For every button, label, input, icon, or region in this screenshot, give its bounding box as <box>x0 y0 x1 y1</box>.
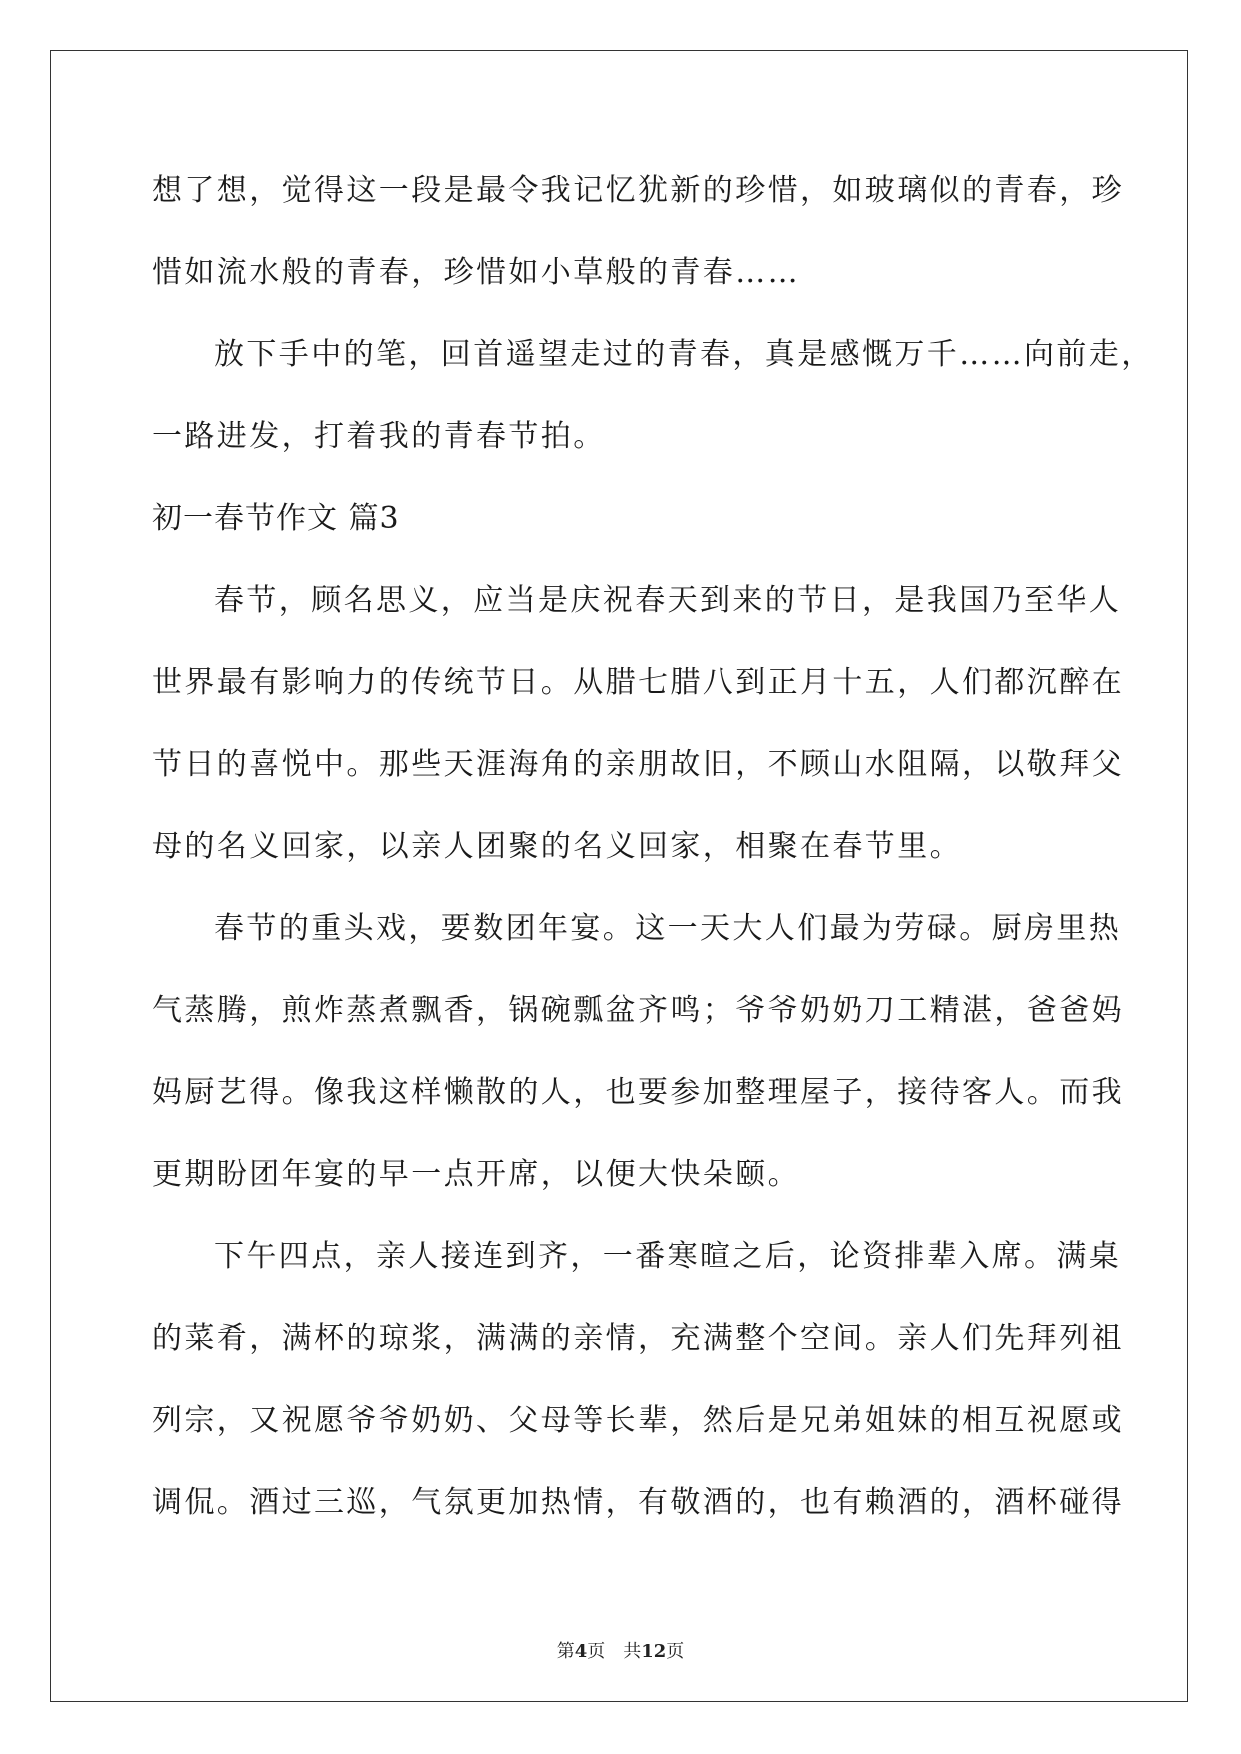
text-line: 惜如流水般的青春，珍惜如小草般的青春…… <box>152 255 800 290</box>
text-line: 调侃。酒过三巡，气氛更加热情，有敬酒的，也有赖酒的，酒杯碰得 <box>152 1485 1124 1520</box>
paragraph-closing <box>152 314 1154 478</box>
paragraph <box>152 560 1124 888</box>
total-pages-prefix: 共 <box>623 1641 642 1662</box>
paragraph <box>152 1216 1124 1544</box>
section-heading: 初一春节作文 篇3 <box>152 501 400 536</box>
text-line: 妈厨艺得。像我这样懒散的人，也要参加整理屋子，接待客人。而我 <box>152 1075 1124 1110</box>
page-number-suffix: 页 <box>587 1641 606 1662</box>
page-number: 4 <box>574 1641 588 1662</box>
document-body <box>152 150 1154 1544</box>
total-pages-suffix: 页 <box>666 1641 685 1662</box>
page-footer <box>0 1637 1241 1663</box>
page-number-prefix: 第 <box>556 1641 575 1662</box>
text-line: 春节的重头戏，要数团年宴。这一天大人们最为劳碌。厨房里热 <box>214 911 1122 946</box>
paragraph <box>152 888 1124 1216</box>
text-line: 想了想，觉得这一段是最令我记忆犹新的珍惜，如玻璃似的青春，珍 <box>152 173 1124 208</box>
text-line: 春节，顾名思义，应当是庆祝春天到来的节日，是我国乃至华人 <box>214 583 1122 618</box>
text-line: 一路进发，打着我的青春节拍。 <box>152 419 606 454</box>
text-line: 世界最有影响力的传统节日。从腊七腊八到正月十五，人们都沉醉在 <box>152 665 1124 700</box>
text-line: 列宗，又祝愿爷爷奶奶、父母等长辈，然后是兄弟姐妹的相互祝愿或 <box>152 1403 1124 1438</box>
total-pages: 12 <box>641 1641 667 1662</box>
text-line: 放下手中的笔，回首遥望走过的青春，真是感慨万千……向前走， <box>214 337 1154 372</box>
paragraph-continuation <box>152 150 1124 314</box>
text-line: 更期盼团年宴的早一点开席，以便大快朵颐。 <box>152 1157 800 1192</box>
text-line: 母的名义回家，以亲人团聚的名义回家，相聚在春节里。 <box>152 829 962 864</box>
text-line: 下午四点，亲人接连到齐，一番寒暄之后，论资排辈入席。满桌 <box>214 1239 1122 1274</box>
text-line: 节日的喜悦中。那些天涯海角的亲朋故旧，不顾山水阻隔，以敬拜父 <box>152 747 1124 782</box>
text-line: 的菜肴，满杯的琼浆，满满的亲情，充满整个空间。亲人们先拜列祖 <box>152 1321 1124 1356</box>
text-line: 气蒸腾，煎炸蒸煮飘香，锅碗瓢盆齐鸣；爷爷奶奶刀工精湛，爸爸妈 <box>152 993 1124 1028</box>
